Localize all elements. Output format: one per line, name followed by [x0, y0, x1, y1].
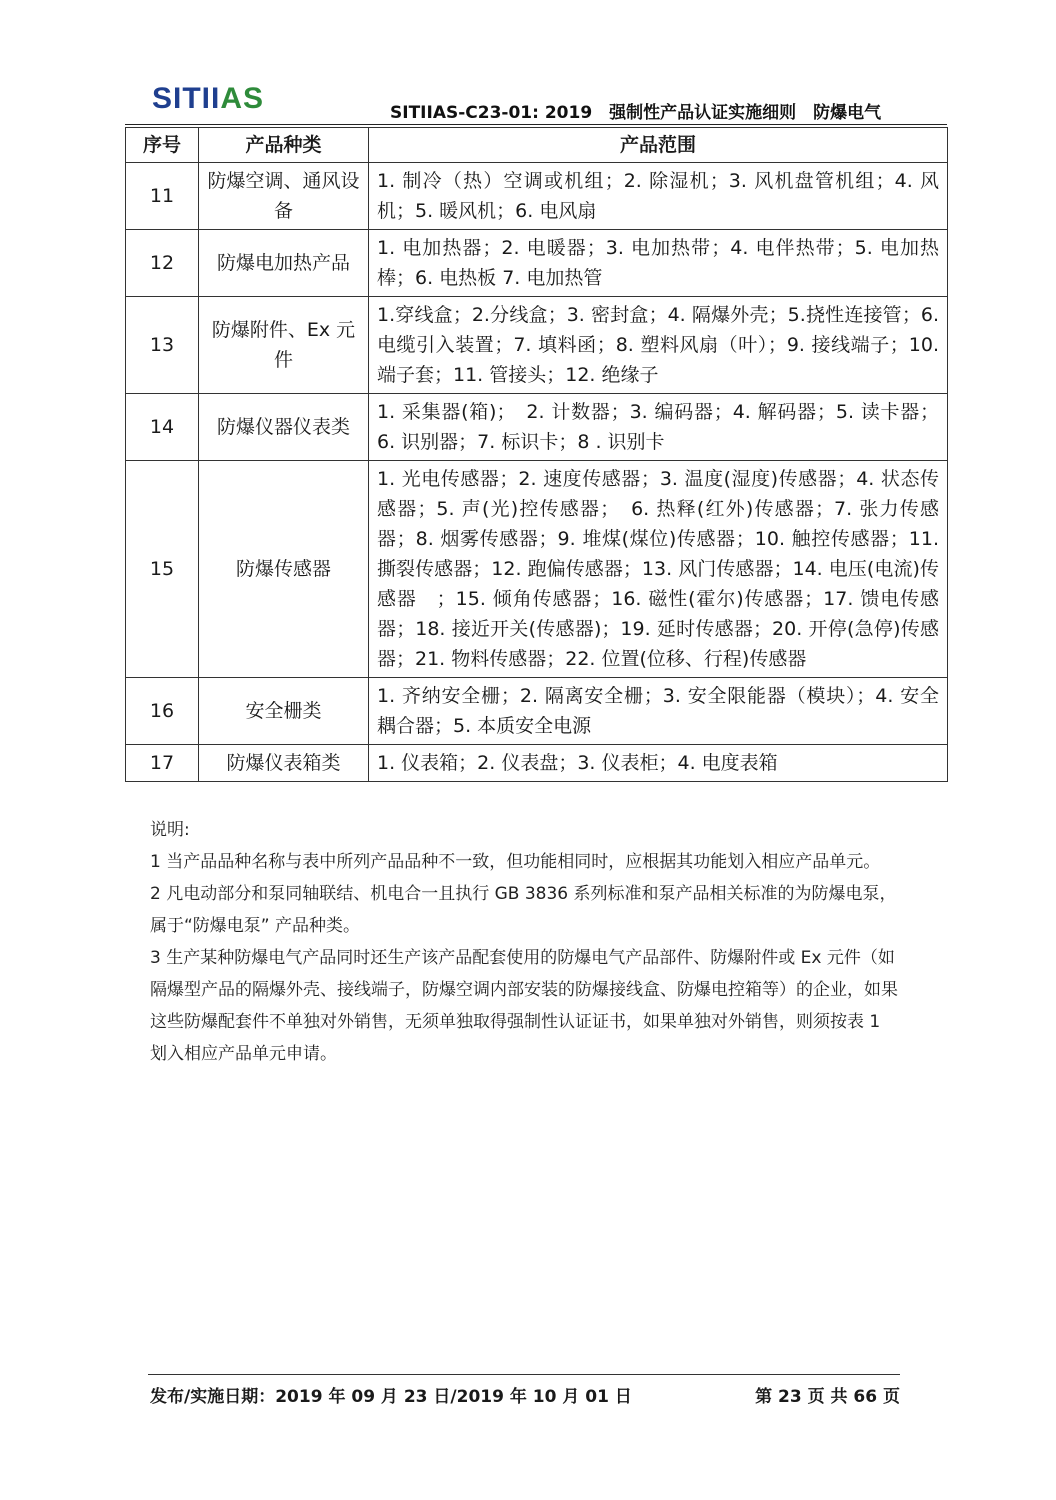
company-logo [152, 82, 264, 116]
logo-text: SITIIAS [152, 82, 265, 115]
row-range: 1. 制冷（热）空调或机组；2. 除湿机；3. 风机盘管机组；4. 风机；5. 暖风机；6. 电风扇 [369, 163, 948, 230]
row-category: 防爆仪器仪表类 [199, 394, 369, 461]
table-row [126, 163, 948, 230]
row-range: 1.穿线盒；2.分线盒；3. 密封盒；4. 隔爆外壳；5.挠性连接管；6. 电缆引入装置；7. 填料函；8. 塑料风扇（叶）；9. 接线端子；10. 端子套；11. 管接头；12. 绝缘子 [369, 297, 948, 394]
row-category: 防爆仪表箱类 [199, 745, 369, 782]
row-range: 1. 电加热器；2. 电暖器；3. 电加热带；4. 电伴热带；5. 电加热棒；6. 电热板 7. 电加热管 [369, 230, 948, 297]
table-header-row [126, 128, 948, 163]
row-number: 16 [126, 678, 199, 745]
row-range: 1. 齐纳安全栅；2. 隔离安全栅；3. 安全限能器（模块）；4. 安全耦合器；5. 本质安全电源 [369, 678, 948, 745]
note-item: 2 凡电动部分和泵同轴联结、机电合一且执行 GB 3836 系列标准和泵产品相关标准的为防爆电泵，属于“防爆电泵” 产品种类。 [150, 884, 897, 936]
table-row [126, 230, 948, 297]
header-divider [125, 124, 947, 125]
row-category: 防爆空调、通风设备 [199, 163, 369, 230]
row-number: 13 [126, 297, 199, 394]
row-number: 14 [126, 394, 199, 461]
header-category: 产品种类 [199, 128, 369, 163]
header-range: 产品范围 [369, 128, 948, 163]
row-number: 15 [126, 461, 199, 678]
footer-divider [148, 1374, 900, 1375]
notes-section [150, 814, 902, 1070]
row-number: 11 [126, 163, 199, 230]
table-row [126, 745, 948, 782]
row-category: 安全栅类 [199, 678, 369, 745]
row-range: 1. 采集器(箱)； 2. 计数器；3. 编码器；4. 解码器；5. 读卡器；6. 识别器；7. 标识卡；8 . 识别卡 [369, 394, 948, 461]
header-num: 序号 [126, 128, 199, 163]
publish-date: 发布/实施日期：2019 年 09 月 23 日/2019 年 10 月 01 日 [150, 1387, 632, 1407]
document-header-title: SITIIAS-C23-01: 2019 强制性产品认证实施细则 防爆电气 [390, 103, 882, 123]
notes-label: 说明: [150, 820, 190, 840]
page-number: 第 23 页 共 66 页 [755, 1387, 900, 1407]
row-number: 12 [126, 230, 199, 297]
row-category: 防爆附件、Ex 元件 [199, 297, 369, 394]
row-number: 17 [126, 745, 199, 782]
product-range-table [125, 127, 948, 782]
note-item: 3 生产某种防爆电气产品同时还生产该产品配套使用的防爆电气产品部件、防爆附件或 Ex 元件（如隔爆型产品的隔爆外壳、接线端子，防爆空调内部安装的防爆接线盒、防爆电控箱等）的企业，如果这些防爆配套件不单独对外销售，无须单独取得强制性认证证书，如果单独对外销售，则须按表 1 划入相应产品单元申请。 [150, 948, 898, 1064]
note-item: 1 当产品品种名称与表中所列产品品种不一致，但功能相同时，应根据其功能划入相应产品单元。 [150, 852, 881, 872]
table-row [126, 678, 948, 745]
table-row [126, 394, 948, 461]
row-category: 防爆电加热产品 [199, 230, 369, 297]
table-row [126, 461, 948, 678]
table-row [126, 297, 948, 394]
row-category: 防爆传感器 [199, 461, 369, 678]
row-range: 1. 光电传感器；2. 速度传感器；3. 温度(湿度)传感器；4. 状态传感器；5. 声(光)控传感器； 6. 热释(红外)传感器；7. 张力传感器；8. 烟雾传感器；9. 堆煤(煤位)传感器；10. 触控传感器；11. 撕裂传感器；12. 跑偏传感器；13. 风门传感器；14. 电压(电流)传感器 ；15. 倾角传感器；16. 磁性(霍尔)传感器；17. 馈电传感器；18. 接近开关(传感器)；19. 延时传感器；20. 开停(急停)传感器；21. 物料传感器；22. 位置(位移、行程)传感器 [369, 461, 948, 678]
row-range: 1. 仪表箱；2. 仪表盘；3. 仪表柜；4. 电度表箱 [369, 745, 948, 782]
